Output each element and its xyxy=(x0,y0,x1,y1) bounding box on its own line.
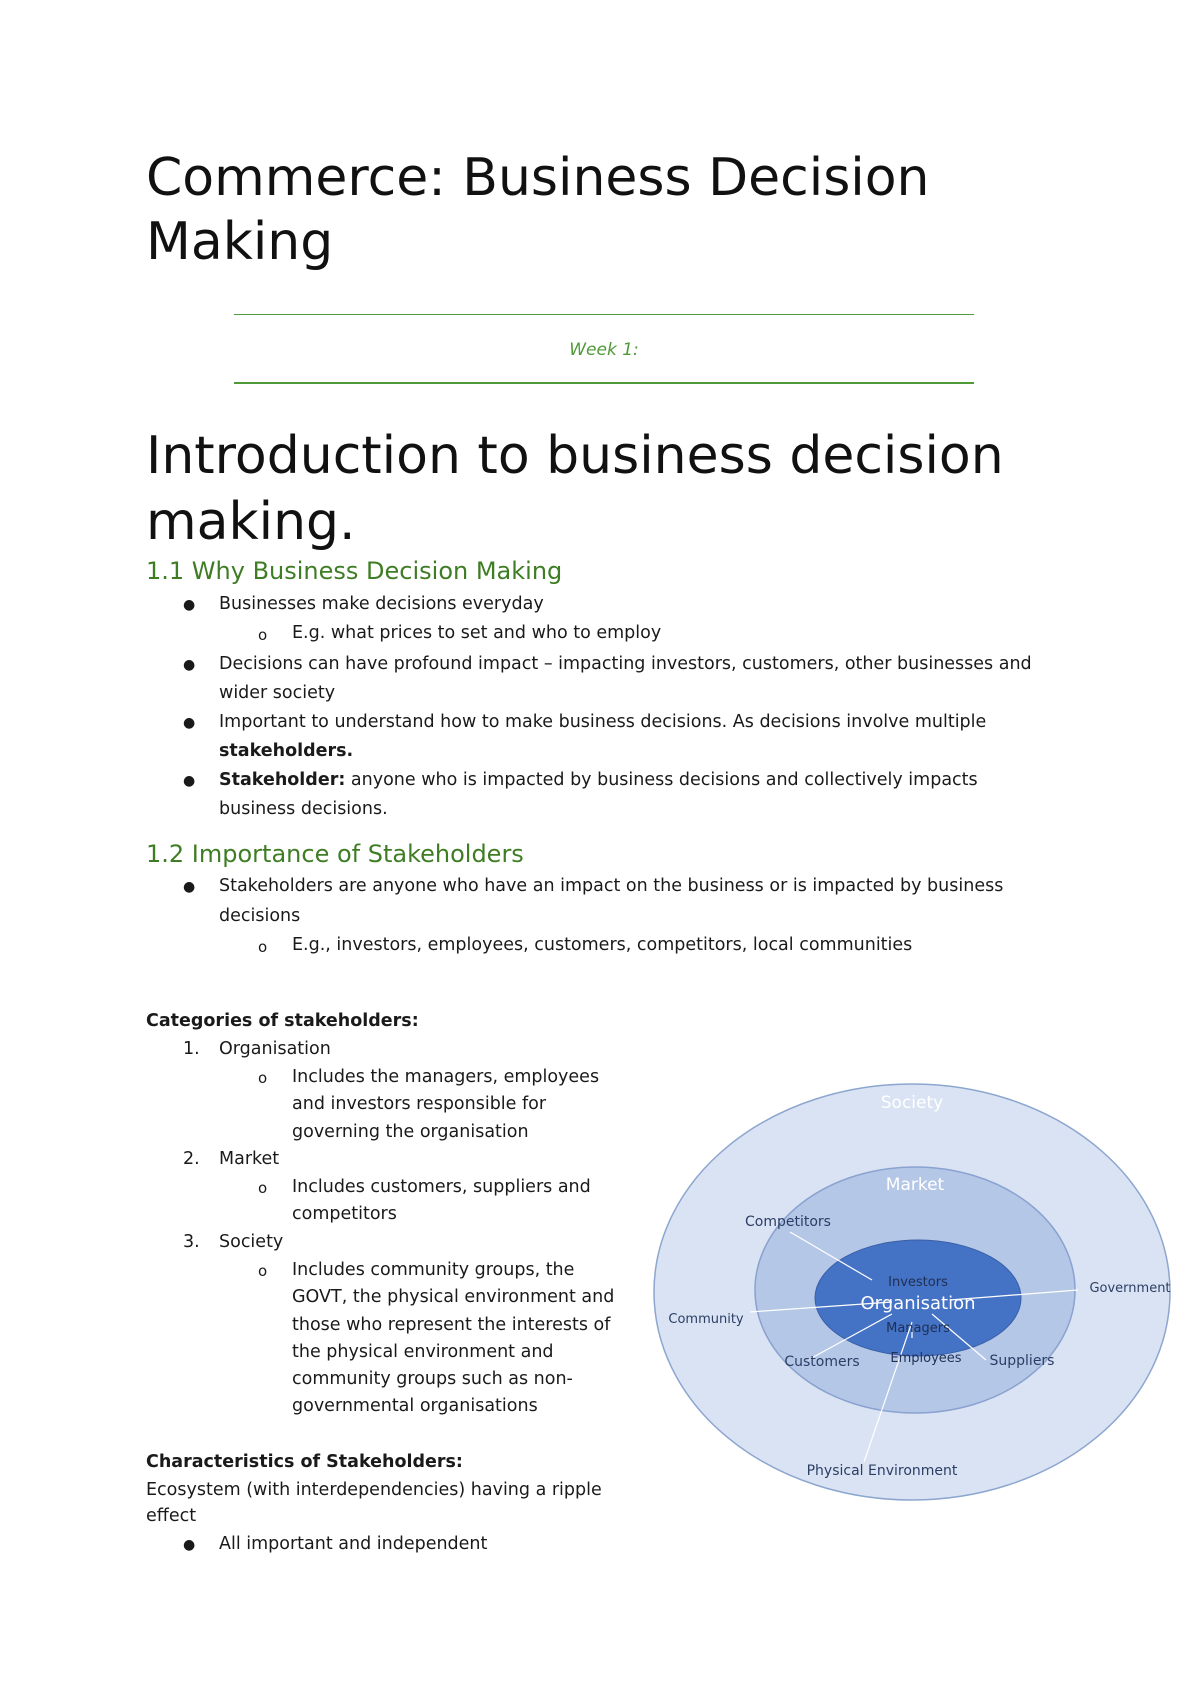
section2-bullet-1-line1: Stakeholders are anyone who have an impact on the business or is impacted by business xyxy=(219,876,1004,896)
category-sub-line: governing the organisation xyxy=(292,1122,529,1142)
category-number: 2. xyxy=(183,1149,200,1169)
category-sub-line: competitors xyxy=(292,1204,397,1224)
week-label: Week 1: xyxy=(569,340,639,360)
society-label: Society xyxy=(880,1093,944,1113)
community-label: Community xyxy=(668,1312,744,1327)
hollow-circle-icon: o xyxy=(258,938,268,956)
category-label-organisation: Organisation xyxy=(219,1039,331,1059)
managers-label: Managers xyxy=(886,1321,950,1336)
top-rule xyxy=(234,314,974,315)
section2-bullet-1-line2: decisions xyxy=(219,906,301,926)
category-sub-line: Includes the managers, employees xyxy=(292,1067,600,1087)
investors-label: Investors xyxy=(888,1275,948,1290)
bullet-dot-icon: ● xyxy=(183,597,196,613)
section2-sub-bullet-1: E.g., investors, employees, customers, competitors, local communities xyxy=(292,935,913,955)
section-heading-1-1: 1.1 Why Business Decision Making xyxy=(146,557,563,585)
section1-bullet-3-line2: stakeholders. xyxy=(219,741,354,761)
section-heading-1-2: 1.2 Importance of Stakeholders xyxy=(146,840,524,868)
category-label-market: Market xyxy=(219,1149,280,1169)
category-sub-line: those who represent the interests of xyxy=(292,1315,611,1335)
section1-bullet-1: Businesses make decisions everyday xyxy=(219,594,544,614)
category-sub-line: and investors responsible for xyxy=(292,1094,547,1114)
category-sub-line: Includes customers, suppliers and xyxy=(292,1177,591,1197)
intro-heading-line2: making. xyxy=(146,492,356,552)
employees-label: Employees xyxy=(890,1351,962,1366)
stakeholder-definition: anyone who is impacted by business decisions and collectively impacts xyxy=(345,770,978,790)
market-label: Market xyxy=(885,1175,945,1195)
bullet-dot-icon: ● xyxy=(183,879,196,895)
section1-bullet-4-line1 xyxy=(219,770,978,790)
bullet-dot-icon: ● xyxy=(183,1537,196,1553)
category-sub-line: governmental organisations xyxy=(292,1396,538,1416)
characteristics-heading: Characteristics of Stakeholders: xyxy=(146,1452,463,1472)
category-sub-line: the physical environment and xyxy=(292,1342,554,1362)
competitors-label: Competitors xyxy=(745,1214,831,1230)
suppliers-label: Suppliers xyxy=(989,1353,1055,1369)
categories-heading: Categories of stakeholders: xyxy=(146,1011,419,1031)
hollow-circle-icon: o xyxy=(258,1179,268,1197)
physical-environment-label: Physical Environment xyxy=(806,1463,958,1479)
hollow-circle-icon: o xyxy=(258,1262,268,1280)
intro-heading-line1: Introduction to business decision xyxy=(146,426,1004,486)
section1-bullet-2-line1: Decisions can have profound impact – impacting investors, customers, other businesses and xyxy=(219,654,1032,674)
bullet-dot-icon: ● xyxy=(183,715,196,731)
document-title-line1: Commerce: Business Decision xyxy=(146,148,930,208)
bullet-dot-icon: ● xyxy=(183,773,196,789)
section1-bullet-4-line2: business decisions. xyxy=(219,799,388,819)
section1-sub-bullet-1: E.g. what prices to set and who to employ xyxy=(292,623,662,643)
document-title-line2: Making xyxy=(146,212,334,272)
stakeholder-term: Stakeholder: xyxy=(219,770,346,790)
hollow-circle-icon: o xyxy=(258,1069,268,1087)
stakeholder-diagram xyxy=(650,1070,1190,1520)
hollow-circle-icon: o xyxy=(258,626,268,644)
category-number: 1. xyxy=(183,1039,200,1059)
category-sub-line: Includes community groups, the xyxy=(292,1260,575,1280)
characteristics-line2: effect xyxy=(146,1506,197,1526)
category-number: 3. xyxy=(183,1232,200,1252)
characteristics-line1: Ecosystem (with interdependencies) having a ripple xyxy=(146,1480,602,1500)
government-label: Government xyxy=(1089,1281,1171,1296)
section1-bullet-2-line2: wider society xyxy=(219,683,336,703)
characteristics-bullet: All important and independent xyxy=(219,1534,488,1554)
customers-label: Customers xyxy=(784,1354,860,1370)
category-sub-line: community groups such as non- xyxy=(292,1369,573,1389)
category-label-society: Society xyxy=(219,1232,284,1252)
bottom-rule xyxy=(234,382,974,384)
category-sub-line: GOVT, the physical environment and xyxy=(292,1287,615,1307)
bullet-dot-icon: ● xyxy=(183,657,196,673)
section1-bullet-3-line1: Important to understand how to make business decisions. As decisions involve multiple xyxy=(219,712,987,732)
organisation-label: Organisation xyxy=(860,1293,976,1314)
